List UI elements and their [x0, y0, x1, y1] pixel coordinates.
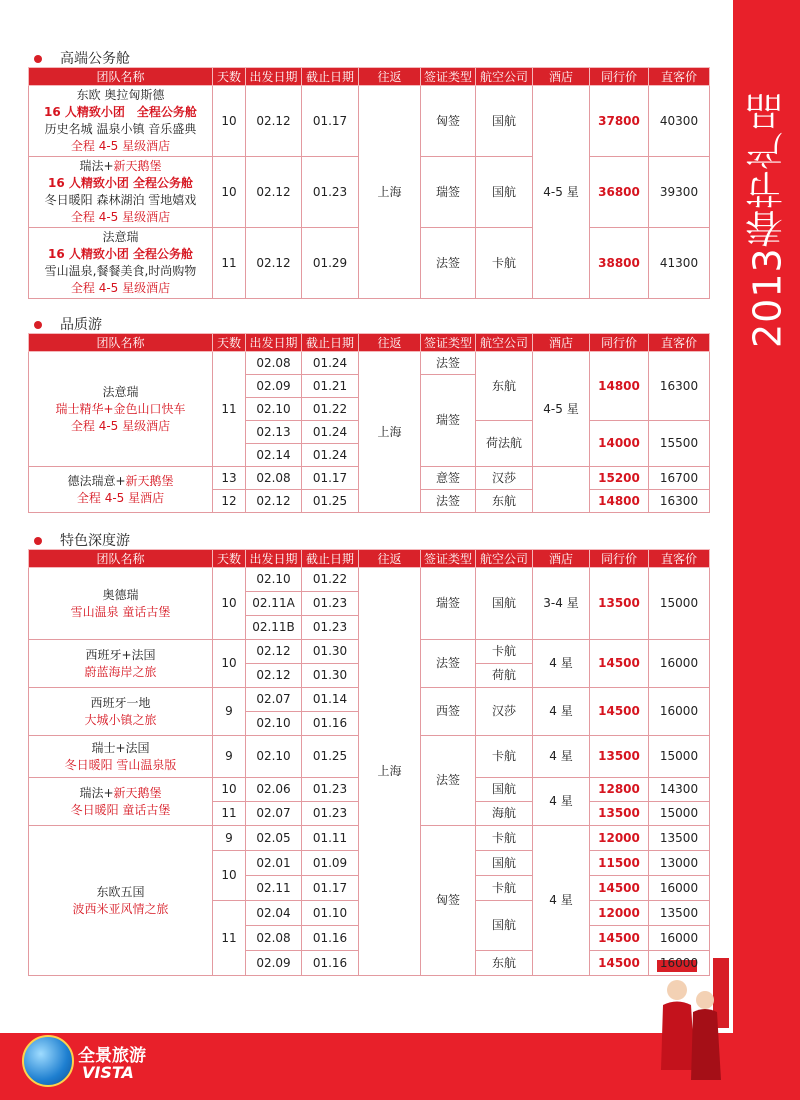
section-title-business [34, 48, 130, 68]
cell-text: 西班牙一地 [90, 695, 151, 710]
table-cell: 02.09 [246, 375, 302, 398]
table-cell: 14500 [590, 876, 649, 901]
table-cell: 13500 [649, 826, 710, 851]
column-header: 天数 [213, 68, 246, 86]
table-cell: 01.16 [302, 712, 359, 736]
cell-text: 冬日暖阳 童话古堡 [70, 802, 171, 817]
table-cell [29, 568, 213, 640]
table-cell [29, 778, 213, 826]
cell-text: 历史名城 温泉小镇 音乐盛典 [44, 122, 197, 136]
table-cell: 01.30 [302, 664, 359, 688]
cell-text: 瑞士精华+金色山口快车 [55, 401, 186, 416]
cell-text: 全程 4-5 星级酒店 [70, 281, 171, 295]
table-cell: 02.13 [246, 421, 302, 444]
table-header [29, 334, 710, 352]
cell-text: 16 人精致小团 全程公务舱 [47, 247, 194, 261]
table-cell: 10 [213, 86, 246, 157]
table-cell [29, 736, 213, 778]
table-cell: 01.30 [302, 640, 359, 664]
cell-text: 德法瑞意+ [67, 473, 126, 488]
table-cell: 13500 [649, 901, 710, 926]
table-cell: 02.07 [246, 688, 302, 712]
cell-text: 蔚蓝海岸之旅 [84, 664, 157, 679]
table-cell: 02.12 [246, 640, 302, 664]
table-cell: 法签 [421, 640, 476, 688]
cell-text: 瑞法+ [79, 785, 114, 800]
table-cell: 02.11B [246, 616, 302, 640]
table-cell: 国航 [476, 901, 533, 951]
column-header: 酒店 [533, 334, 590, 352]
table-cell: 02.12 [246, 228, 302, 299]
table-cell: 12000 [590, 901, 649, 926]
table-cell [29, 352, 213, 467]
table-cell: 13500 [590, 568, 649, 640]
table-cell: 15000 [649, 568, 710, 640]
table-cell: 01.23 [302, 157, 359, 228]
table-cell [29, 157, 213, 228]
table-cell: 02.14 [246, 444, 302, 467]
column-header: 同行价 [590, 334, 649, 352]
cell-text: 瑞士+法国 [91, 740, 150, 755]
table-cell [29, 640, 213, 688]
table-cell: 02.10 [246, 398, 302, 421]
table-cell: 14500 [590, 688, 649, 736]
cell-text: 冬日暖阳 森林湖泊 雪地嬉戏 [44, 193, 197, 207]
table-cell: 卡航 [476, 228, 533, 299]
column-header: 航空公司 [476, 550, 533, 568]
table-cell: 01.16 [302, 951, 359, 976]
cell-text: 大城小镇之旅 [84, 712, 157, 727]
table-cell: 01.24 [302, 352, 359, 375]
table-cell: 4 星 [533, 736, 590, 778]
table-cell: 上海 [359, 352, 421, 513]
table-cell: 15200 [590, 467, 649, 490]
table-cell: 15000 [649, 736, 710, 778]
table-cell: 4-5 星 [533, 86, 590, 299]
cell-text: 雪山温泉,餐餐美食,时尚购物 [44, 264, 197, 278]
table-cell: 13500 [590, 802, 649, 826]
table-cell: 14000 [590, 421, 649, 467]
table-cell: 卡航 [476, 736, 533, 778]
table-cell: 10 [213, 157, 246, 228]
table-cell: 10 [213, 778, 246, 802]
table-cell: 荷航 [476, 664, 533, 688]
table-cell: 12800 [590, 778, 649, 802]
table-cell: 02.12 [246, 664, 302, 688]
column-header: 同行价 [590, 68, 649, 86]
table-cell: 01.25 [302, 736, 359, 778]
table-cell: 40300 [649, 86, 710, 157]
cell-text: 新天鹅堡 [125, 473, 174, 488]
table-cell [29, 826, 213, 976]
table-cell: 14500 [590, 640, 649, 688]
column-header: 团队名称 [29, 550, 213, 568]
globe-icon [22, 1035, 74, 1087]
table-cell: 9 [213, 736, 246, 778]
table-cell: 02.05 [246, 826, 302, 851]
table-cell: 11 [213, 228, 246, 299]
column-header: 直客价 [649, 550, 710, 568]
table-cell: 13500 [590, 736, 649, 778]
table-cell: 9 [213, 688, 246, 736]
cell-text: 高端公务舱 [60, 51, 130, 67]
section-title-quality [34, 314, 102, 334]
cell-text: 东欧 奥拉匈斯德 [76, 88, 165, 102]
cell-text: 奥德瑞 [102, 587, 139, 602]
table-cell: 02.01 [246, 851, 302, 876]
table-cell: 16300 [649, 352, 710, 421]
table-cell: 4-5 星 [533, 352, 590, 467]
column-header: 出发日期 [246, 334, 302, 352]
table-cell: 海航 [476, 802, 533, 826]
table-cell: 国航 [476, 157, 533, 228]
cell-text: 全程 4-5 星级酒店 [70, 210, 171, 224]
column-header: 同行价 [590, 550, 649, 568]
table-cell: 13 [213, 467, 246, 490]
table-cell: 15500 [649, 421, 710, 467]
logo-cn-text: 全景旅游 [78, 1046, 146, 1066]
cell-text: 新天鹅堡 [113, 159, 162, 173]
table-cell: 匈签 [421, 826, 476, 976]
table-cell: 11 [213, 352, 246, 467]
table-cell: 01.23 [302, 592, 359, 616]
table-cell: 01.11 [302, 826, 359, 851]
bullet-icon [34, 55, 42, 63]
special-tour-table [28, 549, 710, 976]
table-cell: 16700 [649, 467, 710, 490]
cell-text: 品质游 [60, 317, 102, 333]
cell-text: 冬日暖阳 雪山温泉版 [64, 757, 177, 772]
table-cell: 16000 [649, 951, 710, 976]
table-cell: 国航 [476, 778, 533, 802]
column-header: 签证类型 [421, 68, 476, 86]
table-cell: 9 [213, 826, 246, 851]
table-cell: 瑞签 [421, 568, 476, 640]
vista-logo [22, 1035, 202, 1090]
cell-text: 新天鹅堡 [113, 785, 162, 800]
column-header: 直客价 [649, 68, 710, 86]
table-cell [533, 467, 590, 513]
table-row [29, 352, 710, 375]
table-cell: 01.10 [302, 901, 359, 926]
table-cell: 4 星 [533, 640, 590, 688]
table-cell: 法签 [421, 352, 476, 375]
column-header: 截止日期 [302, 550, 359, 568]
cell-text: 法意瑞 [102, 230, 139, 244]
table-cell: 01.23 [302, 778, 359, 802]
section-title-special [34, 530, 130, 550]
table-cell: 39300 [649, 157, 710, 228]
table-cell: 37800 [590, 86, 649, 157]
table-cell: 38800 [590, 228, 649, 299]
table-cell [29, 86, 213, 157]
column-header: 出发日期 [246, 68, 302, 86]
table-cell: 匈签 [421, 86, 476, 157]
table-cell: 东航 [476, 951, 533, 976]
table-cell: 01.09 [302, 851, 359, 876]
sidebar-title: 2013春节产品 [745, 91, 790, 349]
column-header: 截止日期 [302, 68, 359, 86]
table-cell [29, 228, 213, 299]
table-cell: 11500 [590, 851, 649, 876]
table-cell: 国航 [476, 568, 533, 640]
table-cell: 国航 [476, 86, 533, 157]
table-header [29, 68, 710, 86]
table-cell: 01.14 [302, 688, 359, 712]
table-cell: 14800 [590, 352, 649, 421]
table-cell: 02.10 [246, 712, 302, 736]
table-cell: 荷法航 [476, 421, 533, 467]
table-cell: 01.21 [302, 375, 359, 398]
table-cell: 法签 [421, 490, 476, 513]
table-row [29, 568, 710, 592]
table-cell: 汉莎 [476, 688, 533, 736]
table-cell: 02.12 [246, 157, 302, 228]
table-cell: 01.24 [302, 421, 359, 444]
table-cell: 14800 [590, 490, 649, 513]
table-cell: 3-4 星 [533, 568, 590, 640]
table-cell: 4 星 [533, 778, 590, 826]
column-header: 天数 [213, 334, 246, 352]
table-cell: 01.23 [302, 802, 359, 826]
table-cell: 16000 [649, 640, 710, 688]
column-header: 出发日期 [246, 550, 302, 568]
table-cell [29, 467, 213, 513]
column-header: 酒店 [533, 550, 590, 568]
table-cell: 02.06 [246, 778, 302, 802]
table-cell: 01.22 [302, 398, 359, 421]
table-cell: 36800 [590, 157, 649, 228]
table-cell: 15000 [649, 802, 710, 826]
column-header: 往返 [359, 550, 421, 568]
table-cell: 02.10 [246, 568, 302, 592]
table-cell: 东航 [476, 352, 533, 421]
bullet-icon [34, 537, 42, 545]
column-header: 团队名称 [29, 68, 213, 86]
table-cell: 02.08 [246, 467, 302, 490]
cell-text: 全程 4-5 星酒店 [76, 490, 165, 505]
table-cell: 东航 [476, 490, 533, 513]
table-cell: 卡航 [476, 826, 533, 851]
cell-text: 雪山温泉 童话古堡 [70, 604, 171, 619]
table-cell: 瑞签 [421, 375, 476, 467]
table-header [29, 550, 710, 568]
table-cell: 01.25 [302, 490, 359, 513]
table-cell: 41300 [649, 228, 710, 299]
table-cell [29, 688, 213, 736]
table-cell: 上海 [359, 86, 421, 299]
quality-tour-table [28, 333, 710, 513]
table-cell: 法签 [421, 736, 476, 826]
bullet-icon [34, 321, 42, 329]
cell-text: 瑞法+ [79, 159, 114, 173]
table-cell: 01.17 [302, 467, 359, 490]
table-cell: 卡航 [476, 640, 533, 664]
cell-text: 16 人精致小团 全程公务舱 [44, 105, 197, 119]
table-cell: 16000 [649, 876, 710, 901]
table-cell: 01.23 [302, 616, 359, 640]
table-cell: 4 星 [533, 826, 590, 976]
table-cell: 01.17 [302, 86, 359, 157]
table-cell: 01.17 [302, 876, 359, 901]
column-header: 往返 [359, 334, 421, 352]
column-header: 航空公司 [476, 68, 533, 86]
table-cell: 13000 [649, 851, 710, 876]
table-cell: 02.12 [246, 490, 302, 513]
table-cell: 12 [213, 490, 246, 513]
table-cell: 14300 [649, 778, 710, 802]
table-cell: 14500 [590, 951, 649, 976]
table-cell: 11 [213, 901, 246, 976]
table-cell: 02.11A [246, 592, 302, 616]
table-cell: 02.07 [246, 802, 302, 826]
table-cell: 10 [213, 640, 246, 688]
business-class-table [28, 67, 710, 299]
table-cell: 02.09 [246, 951, 302, 976]
cell-text: 全程 4-5 星级酒店 [70, 418, 171, 433]
cell-text: 特色深度游 [60, 533, 130, 549]
table-cell: 上海 [359, 568, 421, 976]
column-header: 直客价 [649, 334, 710, 352]
table-cell: 10 [213, 568, 246, 640]
table-cell: 16000 [649, 926, 710, 951]
table-row [29, 86, 710, 157]
logo-en-text: VISTA [82, 1063, 134, 1082]
table-cell: 01.29 [302, 228, 359, 299]
cell-text: 16 人精致小团 全程公务舱 [47, 176, 194, 190]
table-cell: 10 [213, 851, 246, 901]
column-header: 航空公司 [476, 334, 533, 352]
table-cell: 02.11 [246, 876, 302, 901]
column-header: 酒店 [533, 68, 590, 86]
table-cell: 卡航 [476, 876, 533, 901]
table-cell: 12000 [590, 826, 649, 851]
table-cell: 国航 [476, 851, 533, 876]
table-cell: 01.22 [302, 568, 359, 592]
table-cell: 16300 [649, 490, 710, 513]
cell-text: 全程 4-5 星级酒店 [70, 139, 171, 153]
table-cell: 02.10 [246, 736, 302, 778]
column-header: 往返 [359, 68, 421, 86]
table-cell: 法签 [421, 228, 476, 299]
table-cell: 14500 [590, 926, 649, 951]
table-cell: 16000 [649, 688, 710, 736]
table-cell: 4 星 [533, 688, 590, 736]
column-header: 天数 [213, 550, 246, 568]
cell-text: 西班牙+法国 [85, 647, 156, 662]
table-cell: 01.16 [302, 926, 359, 951]
cell-text: 法意瑞 [102, 384, 139, 399]
cell-text: 东欧五国 [96, 884, 145, 899]
table-cell: 西签 [421, 688, 476, 736]
table-cell: 意签 [421, 467, 476, 490]
table-cell: 11 [213, 802, 246, 826]
table-cell: 02.08 [246, 926, 302, 951]
table-cell: 02.08 [246, 352, 302, 375]
cell-text: 波西米亚风情之旅 [72, 901, 169, 916]
column-header: 截止日期 [302, 334, 359, 352]
table-cell: 汉莎 [476, 467, 533, 490]
table-cell: 01.24 [302, 444, 359, 467]
column-header: 签证类型 [421, 550, 476, 568]
column-header: 团队名称 [29, 334, 213, 352]
column-header: 签证类型 [421, 334, 476, 352]
table-cell: 02.12 [246, 86, 302, 157]
table-cell: 瑞签 [421, 157, 476, 228]
table-cell: 02.04 [246, 901, 302, 926]
